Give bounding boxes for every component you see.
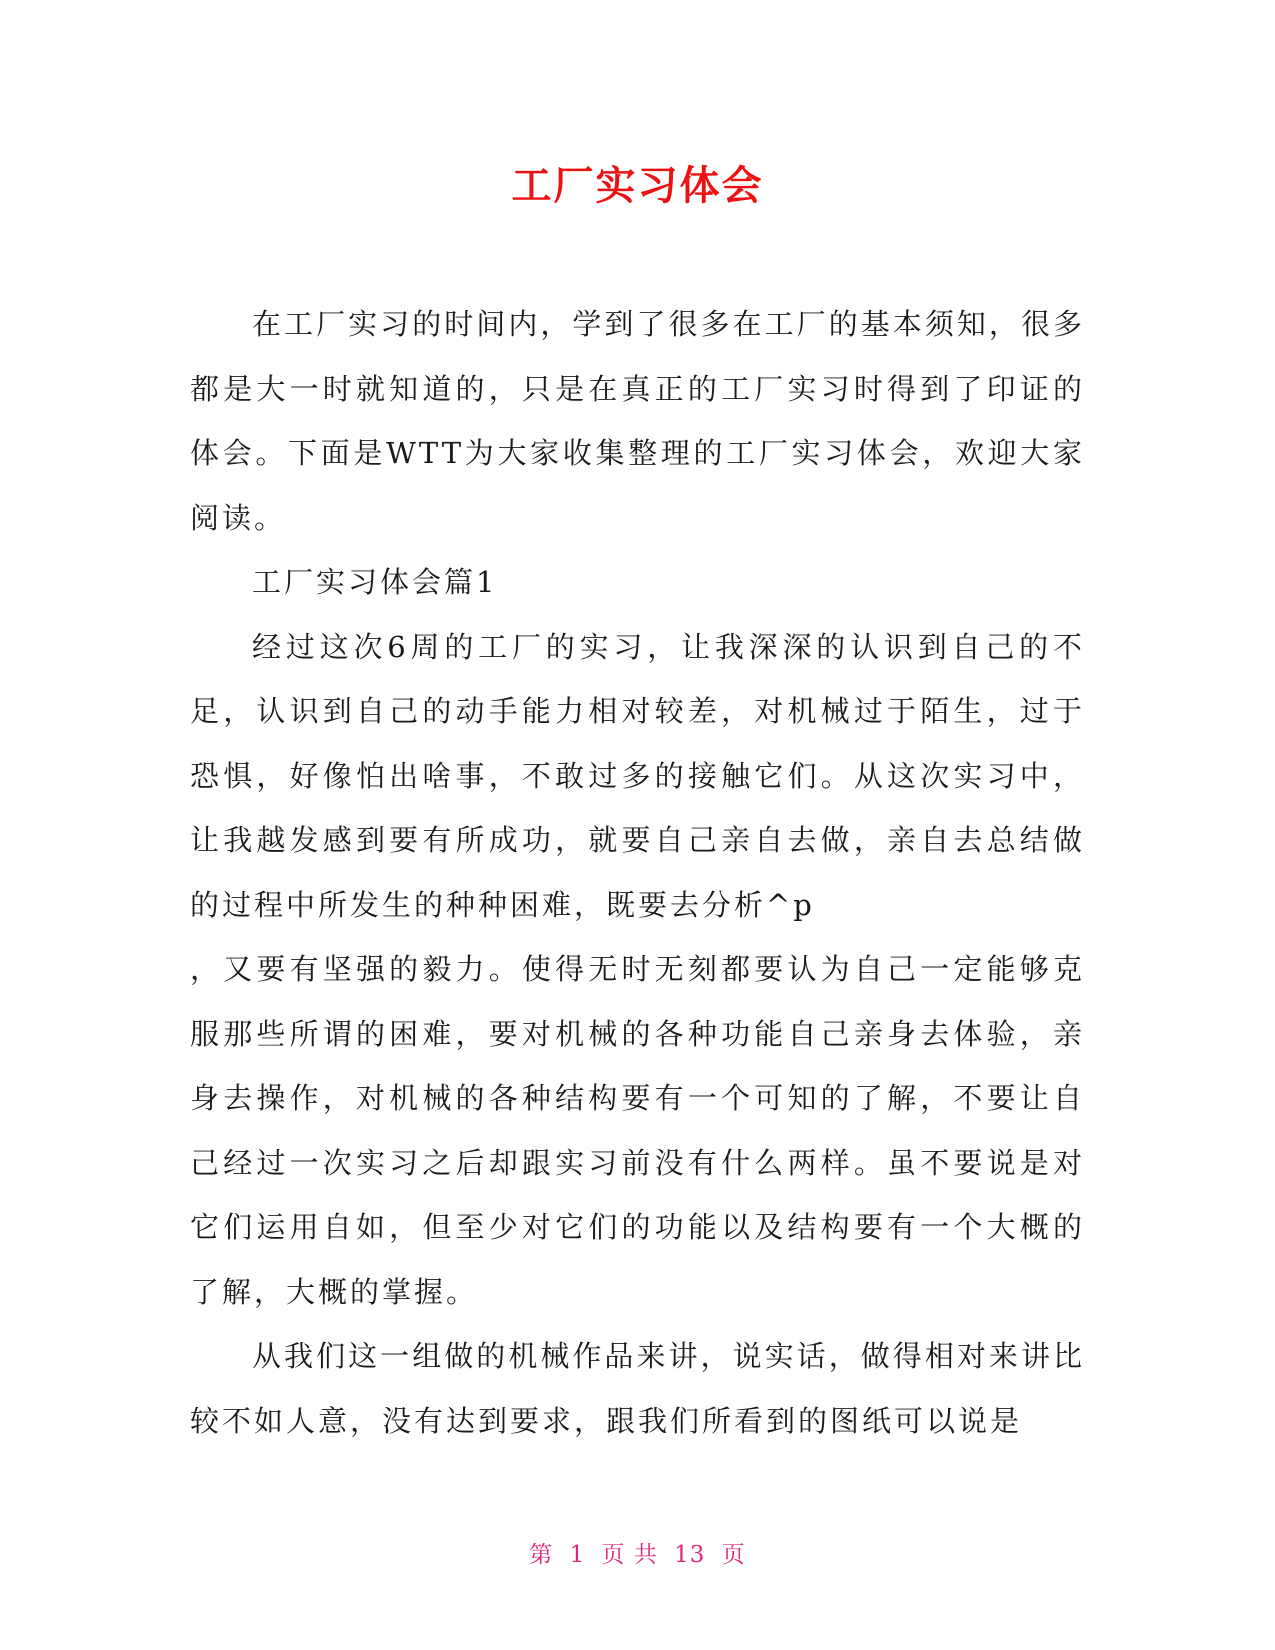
- paragraph-intro: 在工厂实习的时间内，学到了很多在工厂的基本须知，很多都是大一时就知道的，只是在真正的工厂实习时得到了印证的体会。下面是WTT为大家收集整理的工厂实习体会，欢迎大家阅读。: [190, 307, 1085, 535]
- footer-suffix: 页: [721, 1542, 746, 1568]
- paragraph-body: 经过这次6周的工厂的实习，让我深深的认识到自己的不足，认识到自己的动手能力相对较差，对机械过于陌生，过于恐惧，好像怕出啥事，不敢过多的接触它们。从这次实习中，让我越发感到要有所成功，就要自己亲自去做，亲自去总结做的过程中所发生的种种困难，既要去分析^p: [190, 629, 1085, 922]
- paragraph-body: 从我们这一组做的机械作品来讲，说实话，做得相对来讲比较不如人意，没有达到要求，跟我们所看到的图纸可以说是: [190, 1339, 1085, 1438]
- section-heading: 工厂实习体会篇1: [252, 565, 498, 599]
- document-title: 工厂实习体会: [511, 163, 764, 209]
- paragraph-continuation: ，又要有坚强的毅力。使得无时无刻都要认为自己一定能够克服那些所谓的困难，要对机械的各种功能自己亲身去体验，亲身去操作，对机械的各种结构要有一个可知的了解，不要让自己经过一次实习之后却跟实习前没有什么两样。虽不要说是对它们运用自如，但至少对它们的功能以及结构要有一个大概的了解，大概的掌握。: [190, 952, 1085, 1309]
- footer-total-pages: 13: [674, 1542, 706, 1568]
- page-number-footer: [0, 1540, 1275, 1570]
- footer-prefix: 第: [529, 1542, 554, 1568]
- footer-page-number: 1: [569, 1542, 586, 1568]
- footer-middle: 页 共: [601, 1542, 658, 1568]
- document-body: [190, 292, 1085, 1453]
